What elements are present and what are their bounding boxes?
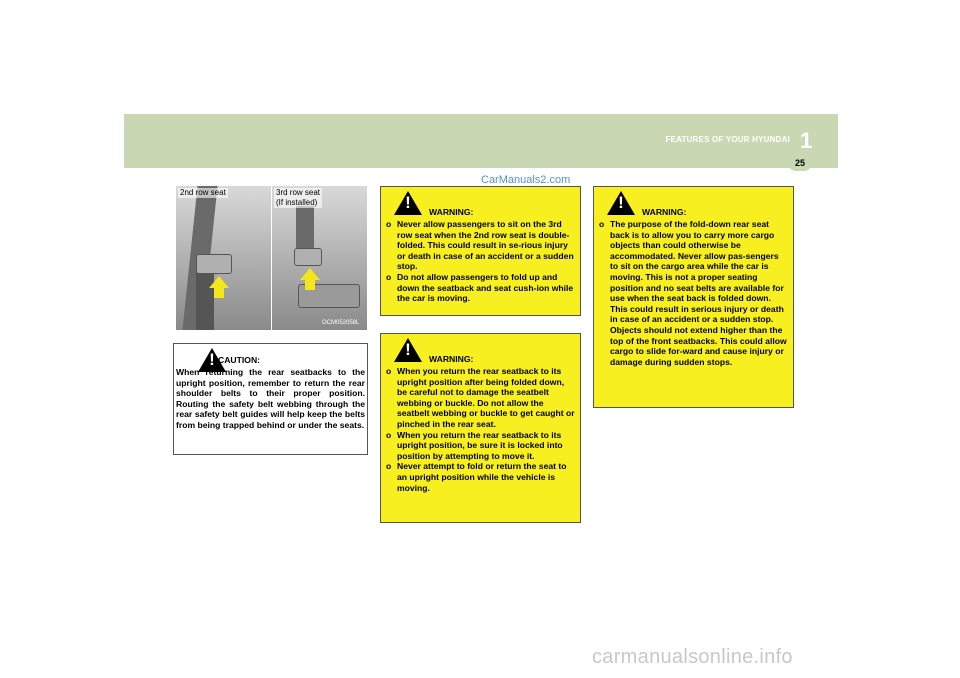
warning-2-item-2 — [386, 430, 576, 462]
belt-buckle — [294, 248, 322, 266]
warning-1-title: WARNING: — [429, 207, 474, 217]
caution-title: CAUTION: — [218, 355, 261, 365]
warning-2-body — [386, 366, 576, 493]
warning-1-item-1 — [386, 219, 576, 272]
watermark-bottom[interactable]: carmanualsonline.info — [592, 646, 793, 668]
warning-2-item-3 — [386, 461, 576, 493]
exclamation-icon: ! — [209, 350, 215, 369]
arrow-stem — [305, 280, 315, 290]
photo-3rd-row-seat — [272, 186, 367, 330]
warning-2-item-3-text: Never attempt to fold or return the seat to an upright position while the vehicle is moving. — [397, 461, 567, 493]
warning-2-item-1 — [386, 366, 576, 430]
caution-body: When returning the rear seatbacks to the upright position, remember to return the rear shoulder belts to their proper position. Routing the safety belt webbing through the rear safety belt guides will help keep the belts from being trapped behind or under the seats. — [176, 367, 365, 430]
warning-1-item-2 — [386, 272, 576, 304]
watermark-top[interactable]: CarManuals2.com — [481, 174, 571, 186]
warning-box-2 — [380, 333, 581, 523]
arrow-stem — [214, 288, 224, 298]
bullet: o — [386, 429, 392, 440]
arrow-up-icon — [300, 268, 320, 280]
warning-3-item-1 — [599, 219, 789, 367]
warning-box-1 — [380, 186, 581, 316]
photo-label-3rd-row-line2: (If installed) — [276, 198, 318, 207]
warning-3-body — [599, 219, 789, 367]
bullet: o — [386, 219, 392, 229]
bullet: o — [599, 219, 605, 229]
photo-2nd-row-seat — [176, 186, 271, 330]
warning-3-item-1-text: The purpose of the fold-down rear seat back is to allow you to carry more cargo objects than could otherwise be accommodated. Never allow pas-sengers to sit on the cargo area while the car is moving. This is not a proper seating position and no seat belts are available for use when the seat back is folded down. This could result in serious injury or death in case of an accident or a sudden stop. Objects should not extend higher than the top of the front seatbacks. This could allow cargo to slide for-ward and cause injury or damage during sudden stops. — [610, 219, 787, 367]
photo-code: OCM052058L — [322, 320, 360, 326]
bullet: o — [386, 461, 392, 472]
photo-label-3rd-row-line1: 3rd row seat — [276, 188, 321, 197]
exclamation-icon: ! — [405, 340, 411, 359]
photo-label-2nd-row: 2nd row seat — [180, 188, 226, 197]
warning-1-body — [386, 219, 576, 304]
warning-2-item-1-text: When you return the rear seatback to its upright position after being folded down, be careful not to damage the seatbelt webbing or buckle. Do not allow the seatbelt webbing or buckle to get caught or pinched in the rear seat. — [397, 366, 575, 429]
arrow-up-icon — [209, 276, 229, 288]
chapter-title: FEATURES OF YOUR HYUNDAI — [665, 135, 790, 144]
warning-2-title: WARNING: — [429, 354, 474, 364]
warning-2-item-2-text: When you return the rear seatback to its upright position, be sure it is locked into position by attempting to move it. — [397, 429, 563, 461]
chapter-number: 1 — [800, 128, 813, 153]
warning-box-3 — [593, 186, 794, 408]
caution-box — [173, 343, 368, 455]
exclamation-icon: ! — [405, 193, 411, 212]
warning-1-item-2-text: Do not allow passengers to fold up and down the seatback and seat cush-ion while the car is moving. — [397, 271, 574, 304]
photo-label-3rd-row — [274, 188, 322, 208]
bullet: o — [386, 271, 392, 282]
belt-buckle — [196, 254, 232, 274]
warning-3-title: WARNING: — [642, 207, 687, 217]
warning-1-item-1-text: Never allow passengers to sit on the 3rd row seat when the 2nd row seat is double-folded. This could result in se-rious injury or death in case of an accident or a sudden stop. — [397, 219, 574, 272]
bullet: o — [386, 366, 392, 376]
exclamation-icon: ! — [618, 193, 624, 212]
page-number: 25 — [794, 158, 805, 168]
